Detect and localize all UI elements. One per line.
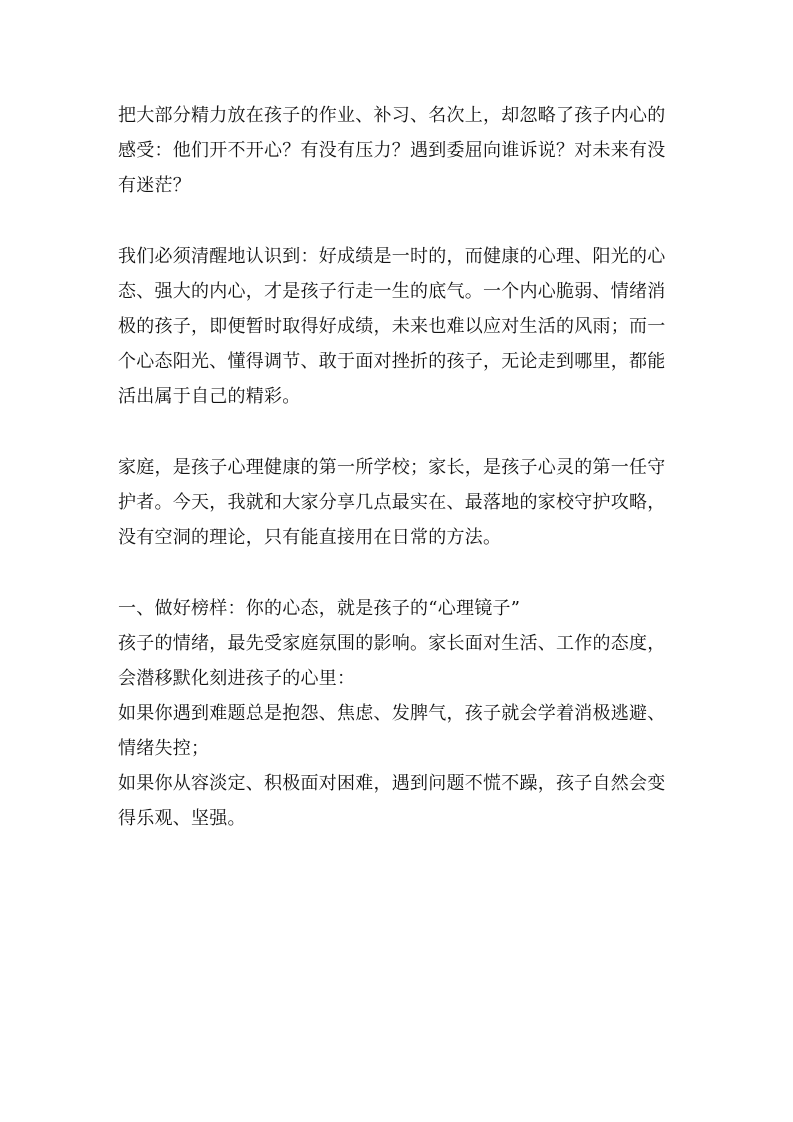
paragraph-gap [118, 414, 680, 450]
paragraph-intro: 把大部分精力放在孩子的作业、补习、名次上，却忽略了孩子内心的感受：他们开不开心？有没有压力？遇到委屈向谁诉说？对未来有没有迷茫？ [118, 105, 666, 196]
paragraph-gap [118, 203, 680, 239]
document-body [118, 98, 680, 836]
section-line-2: 如果你遇到难题总是抱怨、焦虑、发脾气，孩子就会学着消极逃避、情绪失控； [118, 703, 666, 759]
section-line-1: 孩子的情绪，最先受家庭氛围的影响。家长面对生活、工作的态度，会潜移默化刻进孩子的心里： [118, 633, 666, 689]
paragraph-family: 家庭，是孩子心理健康的第一所学校；家长，是孩子心灵的第一任守护者。今天，我就和大家分享几点最实在、最落地的家校守护攻略，没有空洞的理论，只有能直接用在日常的方法。 [118, 457, 666, 548]
section-line-3: 如果你从容淡定、积极面对困难，遇到问题不慌不躁，孩子自然会变得乐观、坚强。 [118, 773, 666, 829]
paragraph-mindset: 我们必须清醒地认识到：好成绩是一时的，而健康的心理、阳光的心态、强大的内心，才是孩子行走一生的底气。一个内心脆弱、情绪消极的孩子，即便暂时取得好成绩，未来也难以应对生活的风雨；而一个心态阳光、懂得调节、敢于面对挫折的孩子，无论走到哪里，都能活出属于自己的精彩。 [118, 246, 666, 407]
section-heading: 一、做好榜样：你的心态，就是孩子的“心理镜子” [118, 598, 521, 619]
paragraph-gap [118, 555, 680, 591]
